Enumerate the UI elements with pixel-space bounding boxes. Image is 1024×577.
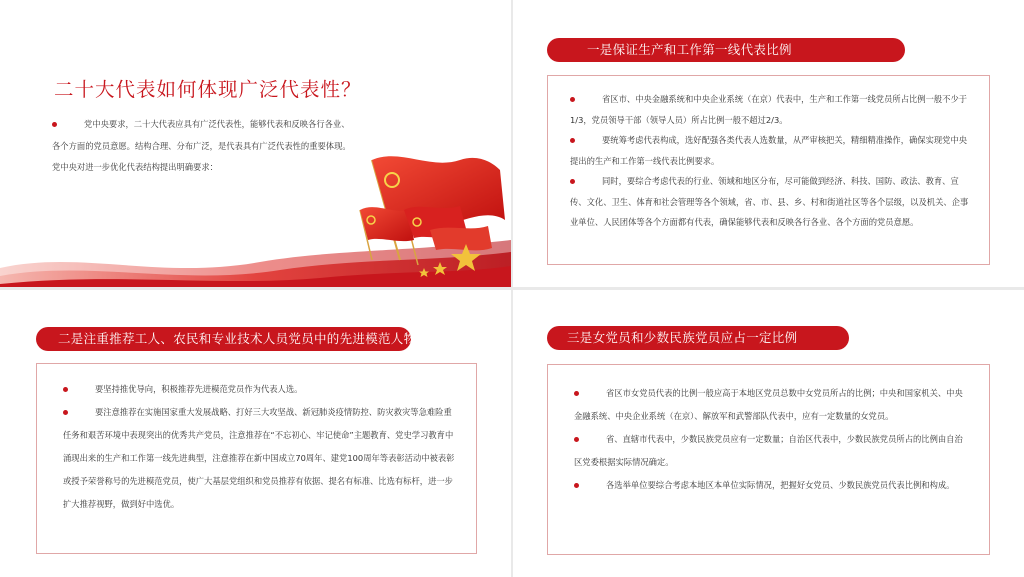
slide-4[interactable] [513, 290, 1024, 577]
list-item-text: 各选举单位要综合考虑本地区本单位实际情况，把握好女党员、少数民族党员代表比例和构成。 [606, 480, 955, 490]
content-box [547, 75, 990, 265]
list-item [63, 378, 458, 401]
slide-3[interactable] [0, 290, 511, 577]
list-item-text: 省区市、中央金融系统和中央企业系统（在京）代表中，生产和工作第一线党员所占比例一般不少于1/3，党员领导干部（领导人员）所占比例一般不超过2/3。 [570, 94, 968, 125]
bullet-dot-icon [63, 387, 68, 392]
list-item [63, 401, 458, 516]
bullet-dot-icon [570, 97, 575, 102]
slide-2[interactable] [513, 0, 1024, 287]
content-box [547, 364, 990, 555]
party-flags-illustration [0, 140, 511, 287]
list-item-text: 省、直辖市代表中，少数民族党员应有一定数量；自治区代表中，少数民族党员所占的比例由自治区党委根据实际情况确定。 [574, 434, 963, 467]
bullet-dot-icon [63, 410, 68, 415]
bullet-dot-icon [52, 122, 57, 127]
intro-text: 党中央要求，二十大代表应具有广泛代表性，能够代表和反映各行各业、各个方面的党员意愿。结构合理、分布广泛，是代表具有广泛代表性的重要体现。党中央对进一步优化代表结构提出明确要求： [52, 119, 351, 172]
bullet-dot-icon [574, 437, 579, 442]
list-item [570, 89, 971, 130]
bullet-dot-icon [574, 483, 579, 488]
list-item-text: 同时，要综合考虑代表的行业、领域和地区分布，尽可能做到经济、科技、国防、政法、教育、宣传、文化、卫生、体育和社会管理等各个领域，省、市、县、乡、村和街道社区等各个层级，以及机关、企事业单位、人民团体等各个方面都有代表，确保能够代表和反映各行各业、各个方面的党员意愿。 [570, 176, 969, 227]
list-item-text: 要统筹考虑代表构成，选好配强各类代表人选数量，从严审核把关，精细精准操作，确保实现党中央提出的生产和工作第一线代表比例要求。 [570, 135, 968, 166]
bullet-dot-icon [570, 138, 575, 143]
list-item [574, 474, 971, 497]
section-heading: 三是女党员和少数民族党员应占一定比例 [547, 326, 849, 350]
list-item [570, 130, 971, 171]
bullet-dot-icon [570, 179, 575, 184]
list-item-text: 要注意推荐在实施国家重大发展战略、打好三大攻坚战、新冠肺炎疫情防控、防灾救灾等急难险重任务和艰苦环境中表现突出的优秀共产党员，注意推荐在“不忘初心、牢记使命”主题教育、党史学习教育中涌现出来的生产和工作第一线先进典型，注意推荐在新中国成立70周年、建党100周年等表彰活动中被表彰或授予荣誉称号的先进模范党员，使广大基层党组织和党员推荐有依据、提名有标准、比选有标杆，进一步扩大推荐视野，做到好中选优。 [63, 407, 455, 509]
list-item [570, 171, 971, 233]
section-heading: 一是保证生产和工作第一线代表比例 [547, 38, 905, 62]
list-item [574, 382, 971, 428]
bullet-dot-icon [574, 391, 579, 396]
content-box [36, 363, 477, 554]
section-heading: 二是注重推荐工人、农民和专业技术人员党员中的先进模范人物 [36, 327, 411, 351]
slide-1[interactable] [0, 0, 511, 287]
list-item-text: 要坚持推优导向，积极推荐先进模范党员作为代表人选。 [95, 384, 303, 394]
list-item [574, 428, 971, 474]
slide-title: 二十大代表如何体现广泛代表性？ [54, 78, 362, 101]
list-item-text: 省区市女党员代表的比例一般应高于本地区党员总数中女党员所占的比例；中央和国家机关、中央金融系统、中央企业系统（在京）、解放军和武警部队代表中，应有一定数量的女党员。 [574, 388, 963, 421]
